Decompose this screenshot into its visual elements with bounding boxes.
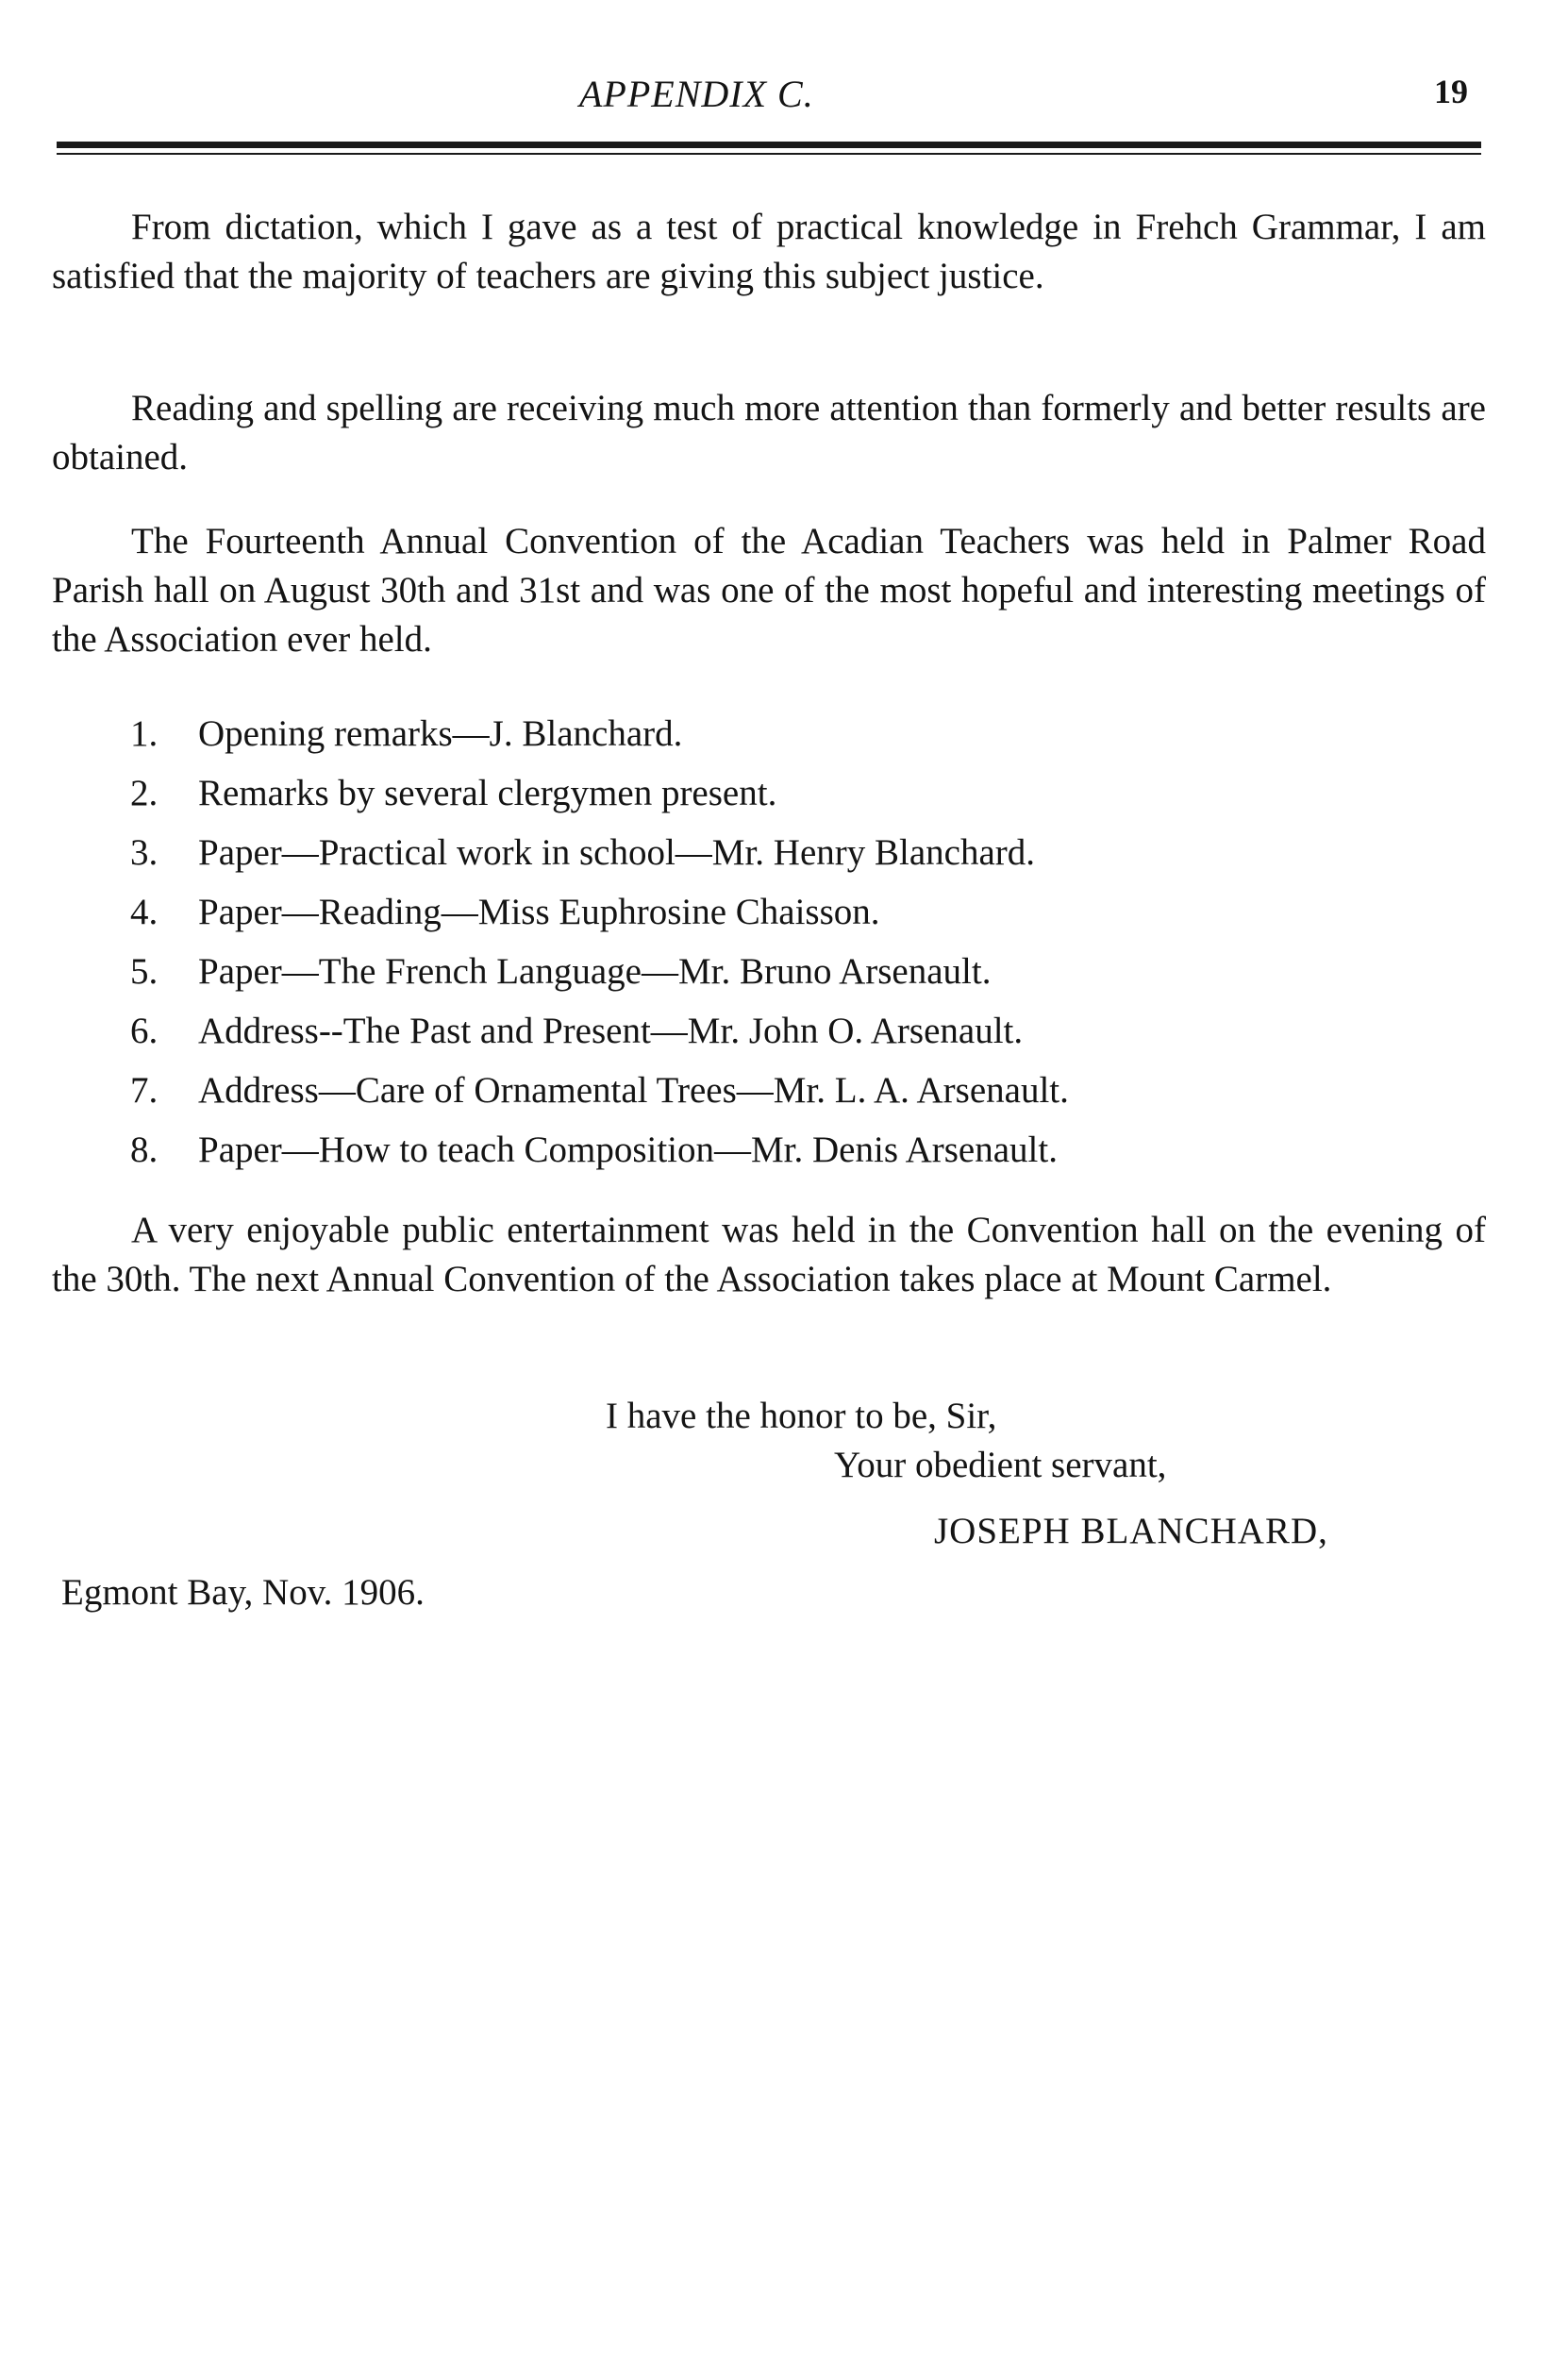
program-item-number: 4. bbox=[130, 892, 158, 932]
closing-servant: Your obedient servant, bbox=[834, 1445, 1167, 1485]
program-item bbox=[130, 1001, 1451, 1061]
running-title: APPENDIX C. bbox=[579, 73, 814, 115]
header-rule-thin bbox=[57, 153, 1481, 155]
running-header bbox=[0, 72, 1568, 119]
program-item-number: 2. bbox=[130, 773, 158, 813]
program-item-number: 5. bbox=[130, 951, 158, 992]
paragraph-convention: The Fourteenth Annual Convention of the Acadian Teachers was held in Palmer Road Parish hall on August 30th and 31st and was one of the most hopeful and interesting meetings of the Association ever held. bbox=[52, 521, 1486, 660]
program-item-text: Paper—Practical work in school—Mr. Henry Blanchard. bbox=[198, 832, 1036, 873]
program-item-text: Address--The Past and Present—Mr. John O. Arsenault. bbox=[198, 1011, 1024, 1051]
paragraph-french-grammar: From dictation, which I gave as a test of practical knowledge in Frehch Grammar, I am satisfied that the majority of teachers are giving this subject justice. bbox=[52, 207, 1486, 296]
program-item-number: 3. bbox=[130, 832, 158, 873]
program-item-text: Paper—How to teach Composition—Mr. Denis Arsenault. bbox=[198, 1130, 1058, 1170]
program-item bbox=[130, 823, 1451, 882]
program-item-text: Remarks by several clergymen present. bbox=[198, 773, 777, 813]
program-item-number: 6. bbox=[130, 1011, 158, 1051]
convention-program-list bbox=[130, 704, 1451, 1180]
program-item bbox=[130, 882, 1451, 942]
program-item-text: Address—Care of Ornamental Trees—Mr. L. A. Arsenault. bbox=[198, 1070, 1069, 1111]
place-date: Egmont Bay, Nov. 1906. bbox=[61, 1572, 425, 1613]
signature-name: JOSEPH BLANCHARD, bbox=[934, 1511, 1328, 1551]
program-item-number: 8. bbox=[130, 1130, 158, 1170]
closing-salutation: I have the honor to be, Sir, bbox=[606, 1396, 997, 1436]
program-item bbox=[130, 942, 1451, 1001]
program-item bbox=[130, 1061, 1451, 1120]
program-item-text: Paper—Reading—Miss Euphrosine Chaisson. bbox=[198, 892, 880, 932]
header-rule-thick bbox=[57, 142, 1481, 148]
program-item bbox=[130, 1120, 1451, 1180]
program-item-text: Paper—The French Language—Mr. Bruno Arsenault. bbox=[198, 951, 992, 992]
paragraph-entertainment: A very enjoyable public entertainment was held in the Convention hall on the evening of the 30th. The next Annual Convention of the Association takes place at Mount Carmel. bbox=[52, 1210, 1486, 1299]
program-item bbox=[130, 763, 1451, 823]
program-item bbox=[130, 704, 1451, 763]
paragraph-reading-spelling: Reading and spelling are receiving much more attention than formerly and better results are obtained. bbox=[52, 388, 1486, 477]
program-item-text: Opening remarks—J. Blanchard. bbox=[198, 713, 683, 754]
page-number: 19 bbox=[1434, 73, 1468, 110]
program-item-number: 1. bbox=[130, 713, 158, 754]
program-item-number: 7. bbox=[130, 1070, 158, 1111]
